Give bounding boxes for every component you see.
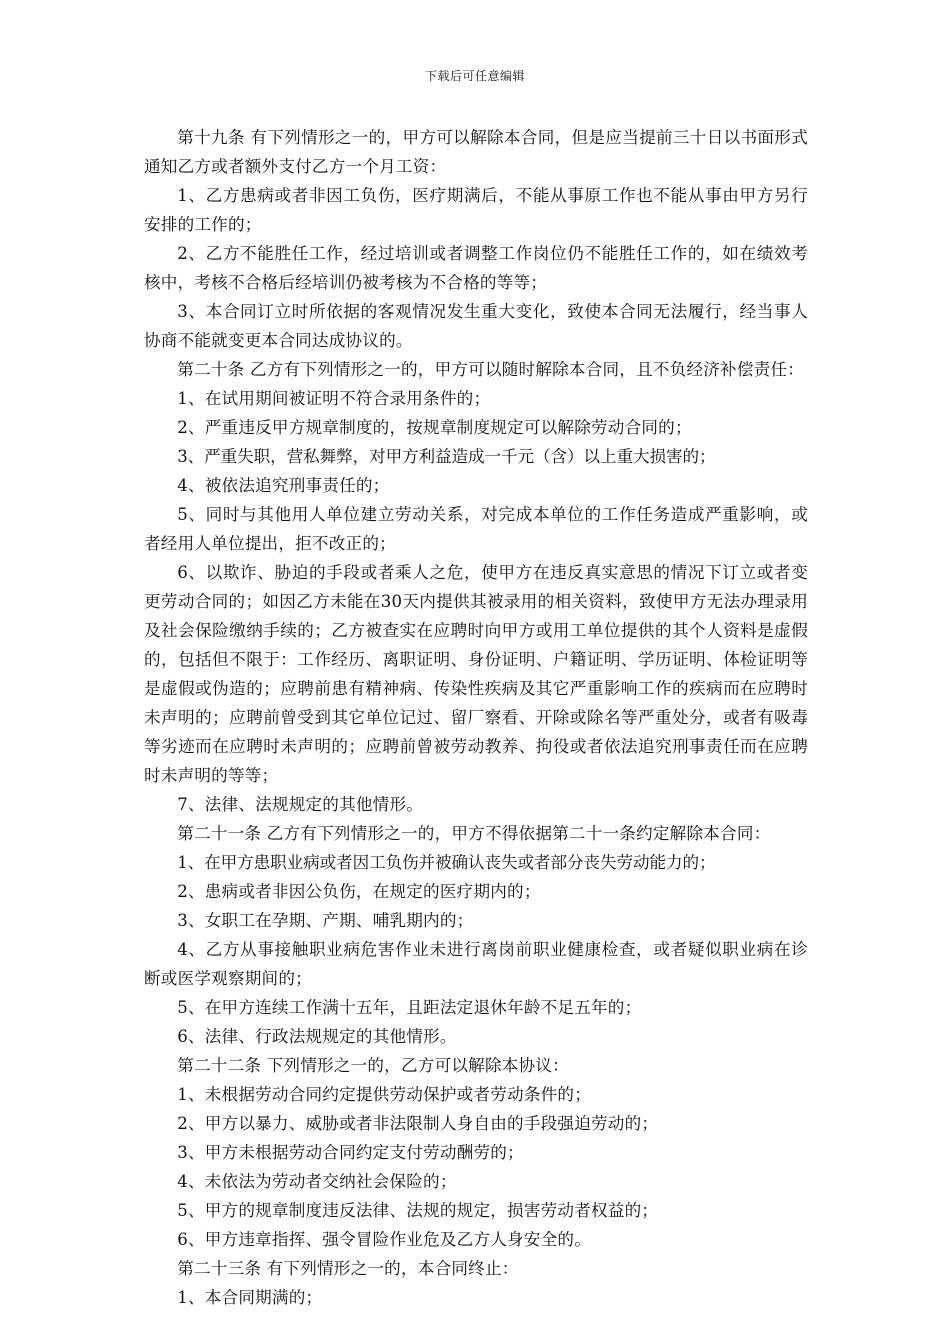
clause-20-item-2: 2、严重违反甲方规章制度的，按规章制度规定可以解除劳动合同的； bbox=[177, 418, 692, 437]
clause-19-item-1: 1、乙方患病或者非因工负伤，医疗期满后，不能从事原工作也不能从事由甲方另行安排的工作的； bbox=[144, 186, 808, 234]
clause-20-item-7: 7、法律、法规规定的其他情形。 bbox=[177, 795, 424, 814]
clause-19-heading: 第十九条 有下列情形之一的，甲方可以解除本合同，但是应当提前三十日以书面形式通知乙方或者额外支付乙方一个月工资： bbox=[144, 128, 808, 176]
clause-20-item-6: 6、以欺诈、胁迫的手段或者乘人之危，使甲方在违反真实意思的情况下订立或者变更劳动合同的；如因乙方未能在30天内提供其被录用的相关资料，致使甲方无法办理录用及社会保险缴纳手续的；乙方被查实在应聘时向甲方或用工单位提供的其个人资料是虚假的，包括但不限于：工作经历、离职证明、身份证明、户籍证明、学历证明、体检证明等是虚假或伪造的；应聘前患有精神病、传染性疾病及其它严重影响工作的疾病而在应聘时未声明的；应聘前曾受到其它单位记过、留厂察看、开除或除名等严重处分，或者有吸毒等劣迹而在应聘时未声明的；应聘前曾被劳动教养、拘役或者依法追究刑事责任而在应聘时未声明的等等； bbox=[144, 563, 808, 785]
clause-21-heading: 第二十一条 乙方有下列情形之一的，甲方不得依据第二十一条约定解除本合同： bbox=[177, 824, 771, 843]
clause-21-item-1: 1、在甲方患职业病或者因工负伤并被确认丧失或者部分丧失劳动能力的； bbox=[177, 853, 716, 872]
clause-22-item-5: 5、甲方的规章制度违反法律、法规的规定，损害劳动者权益的； bbox=[177, 1201, 659, 1220]
page-header-note: 下载后可任意编辑 bbox=[424, 69, 525, 83]
clause-22-heading: 第二十二条 下列情形之一的，乙方可以解除本协议： bbox=[177, 1056, 569, 1075]
clause-21-item-3: 3、女职工在孕期、产期、哺乳期内的； bbox=[177, 911, 474, 930]
clause-19-item-2: 2、乙方不能胜任工作，经过培训或者调整工作岗位仍不能胜任工作的，如在绩效考核中，考核不合格后经培训仍被考核为不合格的等等； bbox=[144, 244, 808, 292]
clause-22-item-6: 6、甲方违章指挥、强令冒险作业危及乙方人身安全的。 bbox=[177, 1230, 591, 1249]
clause-21-item-6: 6、法律、行政法规规定的其他情形。 bbox=[177, 1027, 457, 1046]
clause-22-item-2: 2、甲方以暴力、威胁或者非法限制人身自由的手段强迫劳动的； bbox=[177, 1114, 659, 1133]
clause-20-item-4: 4、被依法追究刑事责任的； bbox=[177, 476, 390, 495]
clause-20-heading: 第二十条 乙方有下列情形之一的，甲方可以随时解除本合同，且不负经济补偿责任： bbox=[177, 360, 805, 379]
clause-21-item-5: 5、在甲方连续工作满十五年，且距法定退休年龄不足五年的； bbox=[177, 998, 642, 1017]
document-body bbox=[144, 123, 808, 1312]
clause-22-item-4: 4、未依法为劳动者交纳社会保险的； bbox=[177, 1172, 457, 1191]
clause-21-item-2: 2、患病或者非因公负伤，在规定的医疗期内的； bbox=[177, 882, 541, 901]
clause-23-heading: 第二十三条 有下列情形之一的，本合同终止： bbox=[177, 1259, 519, 1278]
clause-22-item-1: 1、未根据劳动合同约定提供劳动保护或者劳动条件的； bbox=[177, 1085, 591, 1104]
clause-19-item-3: 3、本合同订立时所依据的客观情况发生重大变化，致使本合同无法履行，经当事人协商不能就变更本合同达成协议的。 bbox=[144, 302, 808, 350]
clause-20-item-1: 1、在试用期间被证明不符合录用条件的； bbox=[177, 389, 491, 408]
clause-20-item-5: 5、同时与其他用人单位建立劳动关系，对完成本单位的工作任务造成严重影响，或者经用人单位提出，拒不改正的； bbox=[144, 505, 808, 553]
clause-22-item-3: 3、甲方未根据劳动合同约定支付劳动酬劳的； bbox=[177, 1143, 524, 1162]
clause-21-item-4: 4、乙方从事接触职业病危害作业未进行离岗前职业健康检查，或者疑似职业病在诊断或医学观察期间的； bbox=[144, 940, 808, 988]
clause-23-item-1: 1、本合同期满的； bbox=[177, 1288, 323, 1307]
clause-20-item-3: 3、严重失职，营私舞弊，对甲方利益造成一千元（含）以上重大损害的； bbox=[177, 447, 716, 466]
